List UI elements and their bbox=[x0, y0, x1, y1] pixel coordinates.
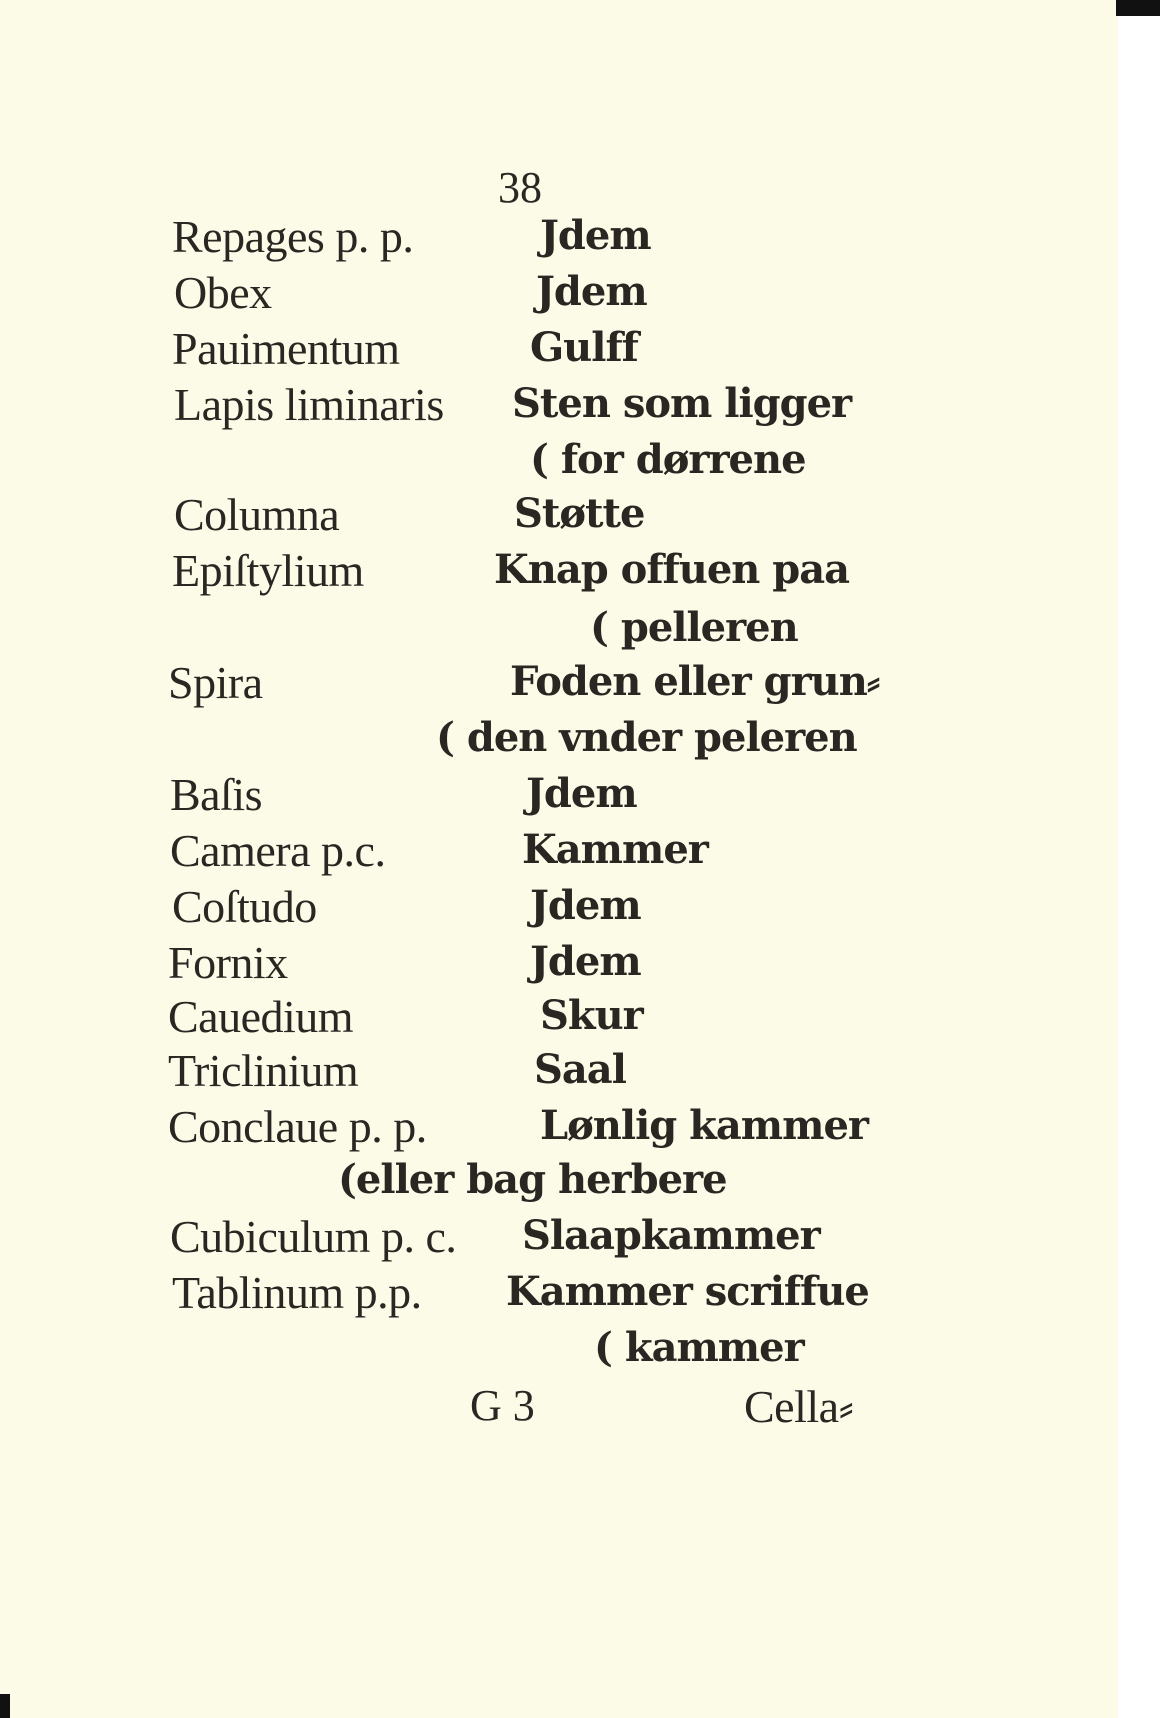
gloss-continuation: ( pelleren bbox=[590, 604, 798, 651]
danish-gloss: Jdem bbox=[526, 770, 637, 817]
danish-gloss: Saal bbox=[534, 1046, 626, 1093]
danish-gloss: Knap offuen paa bbox=[494, 546, 850, 593]
latin-term: Triclinium bbox=[168, 1045, 359, 1096]
danish-gloss: Gulff bbox=[530, 324, 638, 371]
latin-term: Coſtudo bbox=[172, 881, 317, 932]
latin-term: Epiſtylium bbox=[172, 545, 364, 596]
danish-gloss: Foden eller grun⸗ bbox=[510, 658, 880, 705]
danish-gloss: Kammer scriffue bbox=[506, 1268, 869, 1315]
gloss-continuation: ( kammer bbox=[594, 1324, 804, 1371]
danish-gloss: Jdem bbox=[540, 212, 651, 259]
latin-term: Tablinum p.p. bbox=[172, 1267, 422, 1318]
latin-term: Cubiculum p. c. bbox=[170, 1211, 457, 1262]
latin-term: Baſis bbox=[170, 769, 263, 820]
danish-gloss: Sten som ligger bbox=[512, 380, 852, 427]
danish-gloss: Lønlig kammer bbox=[540, 1102, 868, 1149]
latin-term: Repages p. p. bbox=[172, 211, 414, 262]
latin-term: Spira bbox=[168, 657, 263, 708]
latin-term: Conclaue p. p. bbox=[168, 1101, 427, 1152]
signature-mark: G 3 bbox=[470, 1381, 535, 1430]
danish-gloss: Jdem bbox=[530, 882, 641, 929]
catchword: Cella⸗ bbox=[744, 1381, 854, 1432]
scan-edge-mark-bottom bbox=[0, 1694, 10, 1718]
danish-gloss: Støtte bbox=[514, 490, 645, 537]
gloss-continuation: ( for dørrene bbox=[530, 436, 806, 483]
scan-edge-mark-top bbox=[1116, 0, 1160, 16]
latin-term: Pauimentum bbox=[172, 323, 400, 374]
latin-term: Columna bbox=[174, 489, 340, 540]
scan-margin bbox=[1118, 0, 1160, 1718]
gloss-continuation: (eller bag herbere bbox=[338, 1156, 727, 1203]
danish-gloss: Slaapkammer bbox=[522, 1212, 820, 1259]
danish-gloss: Skur bbox=[540, 992, 643, 1039]
latin-term: Obex bbox=[174, 267, 272, 318]
danish-gloss: Jdem bbox=[536, 268, 647, 315]
latin-term: Lapis liminaris bbox=[174, 379, 444, 430]
latin-term: Camera p.c. bbox=[170, 825, 386, 876]
danish-gloss: Kammer bbox=[522, 826, 708, 873]
latin-term: Fornix bbox=[168, 937, 288, 988]
page-number: 38 bbox=[498, 163, 542, 212]
danish-gloss: Jdem bbox=[530, 938, 641, 985]
gloss-continuation: ( den vnder peleren bbox=[436, 714, 857, 761]
latin-term: Cauedium bbox=[168, 991, 354, 1042]
